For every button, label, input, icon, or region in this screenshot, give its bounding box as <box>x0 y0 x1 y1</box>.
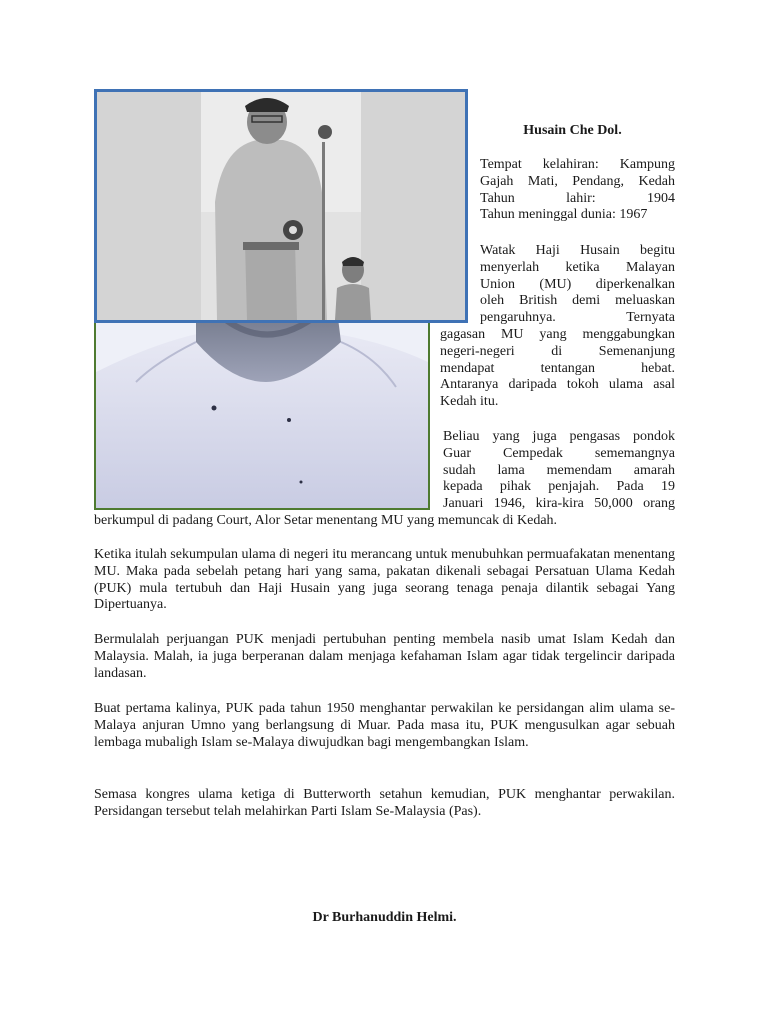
para2-line: Januari 1946, kira-kira 50,000 orang <box>443 496 675 512</box>
speaker-photo <box>94 89 468 323</box>
bio-line: Gajah Mati, Pendang, Kedah <box>480 173 675 189</box>
para1-line: negeri-negeri di Semenanjung <box>440 343 675 359</box>
para1-line: gagasan MU yang menggabungkan <box>440 326 675 342</box>
para2-line: Guar Cempedak sememangnya <box>443 445 675 461</box>
bio-line: Tempat kelahiran: Kampung <box>480 157 675 172</box>
para2-line: Beliau yang juga pengasas pondok <box>443 429 675 444</box>
para2-line: berkumpul di padang Court, Alor Setar menentang MU yang memuncak di Kedah. <box>94 512 558 528</box>
paragraph-1 <box>440 243 675 411</box>
para1-line: Watak Haji Husain begitu <box>480 243 675 258</box>
para1-line: menyerlah ketika Malayan <box>480 259 675 275</box>
section-title-husain: Husain Che Dol. <box>523 123 622 138</box>
section-title-burhanuddin: Dr Burhanuddin Helmi. <box>312 910 457 925</box>
para2-line: sudah lama memendam amarah <box>443 462 675 478</box>
bio-line: Tahun meninggal dunia: 1967 <box>480 207 648 223</box>
para1-line: Kedah itu. <box>440 394 499 410</box>
para1-line: Antaranya daripada tokoh ulama asal <box>440 377 675 393</box>
paragraph-5: Buat pertama kalinya, PUK pada tahun 1950 menghantar perwakilan ke persidangan alim ulama se-Malaya anjuran Umno yang berlangsung di Muar. Pada masa itu, PUK mengusulkan agar sebuah lembaga mubaligh Islam se-Malaya diwujudkan bagi mengembangkan Islam. <box>94 701 675 750</box>
para1-line: mendapat tentangan hebat. <box>440 360 675 376</box>
bio-details <box>480 157 675 224</box>
paragraph-2 <box>94 429 675 530</box>
paragraph-6: Semasa kongres ulama ketiga di Butterworth setahun kemudian, PUK menghantar perwakilan. Persidangan tersebut telah melahirkan Parti Islam Se-Malaysia (Pas). <box>94 787 675 819</box>
para1-line: oleh British demi meluaskan <box>480 293 675 309</box>
para1-line: pengaruhnya. Ternyata <box>480 310 675 326</box>
speaker-photo-image <box>97 92 465 320</box>
paragraph-3: Ketika itulah sekumpulan ulama di negeri itu merancang untuk menubuhkan permuafakatan menentang MU. Maka pada sebelah petang hari yang sama, pakatan dikenali sebagai Persatuan Ulama Kedah (PUK) mula tertubuh dan Haji Husain yang juga seorang tenaga penaja dilantik sebagai Yang Dipertuanya. <box>94 547 675 613</box>
paragraph-4: Bermulalah perjuangan PUK menjadi pertubuhan penting membela nasib umat Islam Kedah dan Malaysia. Malah, ia juga berperanan dalam menjaga kefahaman Islam agar tidak tergelincir daripada landasan. <box>94 632 675 681</box>
para2-line: kepada pihak penjajah. Pada 19 <box>443 479 675 495</box>
para1-line: Union (MU) diperkenalkan <box>480 276 675 292</box>
bio-line: Tahun lahir: 1904 <box>480 190 675 206</box>
